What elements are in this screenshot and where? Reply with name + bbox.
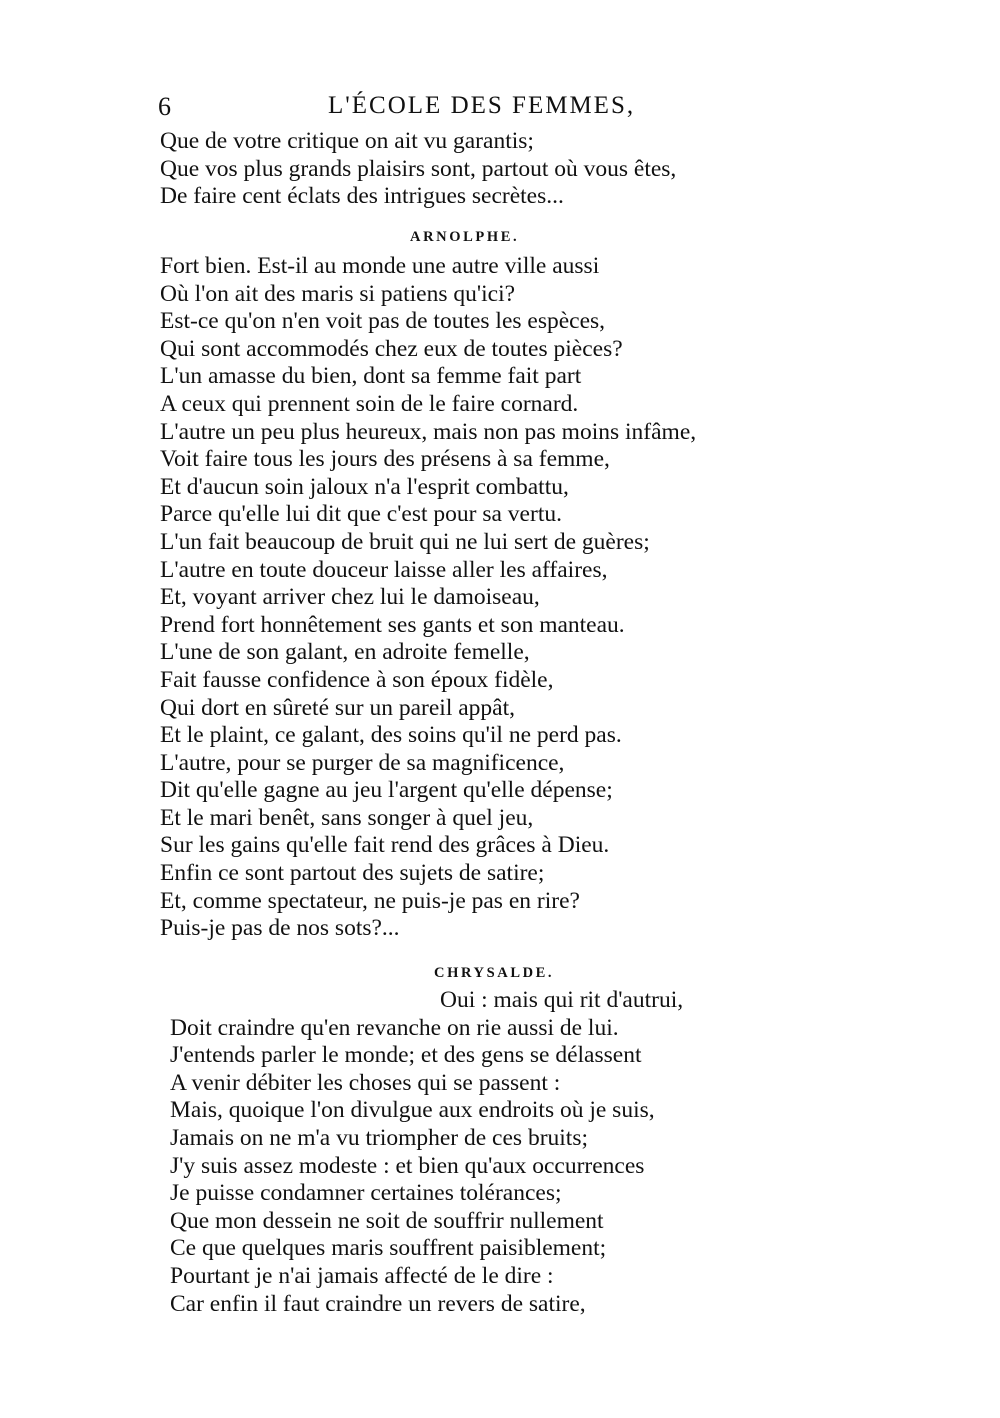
- verse-line: Parce qu'elle lui dit que c'est pour sa vertu.: [160, 501, 562, 528]
- verse-line: L'autre un peu plus heureux, mais non pas moins infâme,: [160, 418, 697, 445]
- verse-line: Sur les gains qu'elle fait rend des grâces à Dieu.: [160, 832, 610, 859]
- verse-line: Et le plaint, ce galant, des soins qu'il ne perd pas.: [160, 722, 622, 749]
- verse-line: Dit qu'elle gagne au jeu l'argent qu'elle dépense;: [160, 777, 613, 804]
- verse-line: Je puisse condamner certaines tolérances;: [170, 1180, 562, 1207]
- verse-line: Prend fort honnêtement ses gants et son manteau.: [160, 611, 625, 638]
- verse-line: J'entends parler le monde; et des gens se délassent: [170, 1042, 642, 1069]
- verse-line: Et d'aucun soin jaloux n'a l'esprit combattu,: [160, 473, 569, 500]
- verse-line: Est-ce qu'on n'en voit pas de toutes les espèces,: [160, 308, 606, 335]
- verse-line: Car enfin il faut craindre un revers de satire,: [170, 1290, 586, 1317]
- verse-line: Voit faire tous les jours des présens à sa femme,: [160, 446, 610, 473]
- verse-line: Mais, quoique l'on divulgue aux endroits où je suis,: [170, 1097, 655, 1124]
- verse-line: Fort bien. Est-il au monde une autre ville aussi: [160, 253, 600, 279]
- verse-line: Enfin ce sont partout des sujets de satire;: [160, 860, 545, 887]
- verse-line: A ceux qui prennent soin de le faire cornard.: [160, 390, 579, 417]
- verse-line: Qui sont accommodés chez eux de toutes pièces?: [160, 335, 623, 362]
- verse-line: Qui dort en sûreté sur un pareil appât,: [160, 694, 516, 721]
- page-number: 6: [158, 92, 172, 121]
- verse-line: Que mon dessein ne soit de souffrir nullement: [170, 1207, 604, 1234]
- verse-block-opening: [160, 128, 676, 211]
- verse-line: J'y suis assez modeste : et bien qu'aux occurrences: [170, 1152, 645, 1179]
- verse-line: Que vos plus grands plaisirs sont, partout où vous êtes,: [160, 155, 677, 182]
- running-title: L'ÉCOLE DES FEMMES,: [328, 92, 636, 119]
- verse-block-chrysalde: [170, 987, 683, 1318]
- verse-line: Fait fausse confidence à son époux fidèle,: [160, 666, 554, 693]
- verse-line: L'un amasse du bien, dont sa femme fait part: [160, 363, 582, 390]
- verse-line: Et, voyant arriver chez lui le damoiseau,: [160, 584, 540, 611]
- verse-line: Oui : mais qui rit d'autrui,: [440, 987, 684, 1013]
- verse-line: Doit craindre qu'en revanche on rie aussi de lui.: [170, 1014, 619, 1041]
- verse-line: Pourtant je n'ai jamais affecté de le dire :: [170, 1262, 554, 1289]
- verse-line: De faire cent éclats des intrigues secrètes...: [160, 183, 564, 210]
- verse-line: Que de votre critique on ait vu garantis;: [160, 128, 534, 154]
- verse-line: Et, comme spectateur, ne puis-je pas en rire?: [160, 887, 580, 914]
- verse-line: L'un fait beaucoup de bruit qui ne lui sert de guères;: [160, 528, 650, 555]
- verse-line: L'autre, pour se purger de sa magnificence,: [160, 749, 565, 776]
- verse-line: L'une de son galant, en adroite femelle,: [160, 639, 530, 666]
- verse-line: Jamais on ne m'a vu triompher de ces bruits;: [170, 1124, 588, 1151]
- speaker-name-chrysalde: CHRYSALDE.: [434, 965, 555, 981]
- verse-block-arnolphe: [160, 253, 696, 943]
- speaker-name-arnolphe: ARNOLPHE.: [410, 229, 520, 245]
- verse-line: Ce que quelques maris souffrent paisiblement;: [170, 1235, 607, 1262]
- verse-line: Et le mari benêt, sans songer à quel jeu,: [160, 804, 534, 831]
- verse-line: Puis-je pas de nos sots?...: [160, 915, 400, 942]
- verse-line: A venir débiter les choses qui se passent :: [170, 1069, 561, 1096]
- verse-line: L'autre en toute douceur laisse aller les affaires,: [160, 556, 608, 583]
- page-header: [158, 92, 658, 128]
- verse-line: Où l'on ait des maris si patiens qu'ici?: [160, 280, 516, 307]
